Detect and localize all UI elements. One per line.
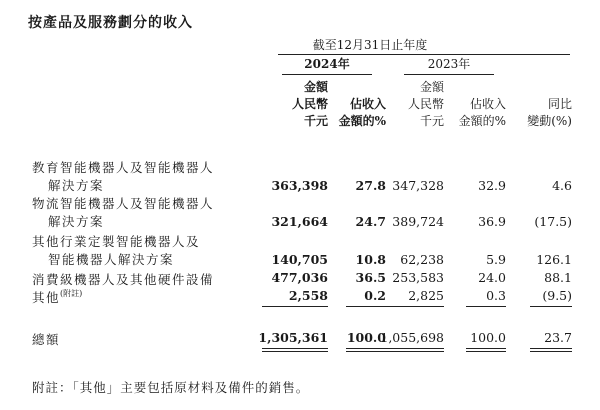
row-1-2024-pct: 27.8 xyxy=(355,178,386,193)
row-4-2023-pct: 24.0 xyxy=(478,270,506,285)
row-3-2023-amount: 62,238 xyxy=(400,252,444,267)
year-2024-underline xyxy=(282,74,372,75)
row-4-2023-amount: 253,583 xyxy=(392,270,444,285)
row-5-note: (附註) xyxy=(60,289,83,298)
total-2023-pct: 100.0 xyxy=(470,330,506,345)
period-underline xyxy=(278,54,570,55)
row-4-label: 消費級機器人及其他硬件設備 xyxy=(32,272,215,287)
row-4-2024-amount: 477,036 xyxy=(271,270,328,285)
year-2023-header: 2023年 xyxy=(427,57,471,71)
col-2024-amount-h3: 千元 xyxy=(303,114,328,128)
row-1-2023-pct: 32.9 xyxy=(478,178,506,193)
subtotal-rule-4 xyxy=(466,306,506,307)
row-2-2024-amount: 321,664 xyxy=(271,214,328,229)
row-5-yoy: (9.5) xyxy=(542,288,572,303)
row-2-2023-amount: 389,724 xyxy=(392,214,444,229)
total-rule-1a xyxy=(262,348,328,349)
row-5-label-text: 其他 xyxy=(32,290,61,305)
col-yoy-h1: 同比 xyxy=(547,97,572,111)
total-rule-2b xyxy=(346,351,386,352)
row-3-2024-pct: 10.8 xyxy=(355,252,386,267)
subtotal-rule-1 xyxy=(262,306,328,307)
col-2023-amount-h3: 千元 xyxy=(419,114,444,128)
col-2024-pct-h1: 佔收入 xyxy=(349,97,386,111)
col-2023-amount-h2: 人民幣 xyxy=(407,97,444,111)
row-2-2024-pct: 24.7 xyxy=(355,214,386,229)
row-5-2024-amount: 2,558 xyxy=(288,288,328,303)
year-2024-header: 2024年 xyxy=(304,57,350,71)
total-rule-4b xyxy=(466,351,506,352)
total-label: 總額 xyxy=(32,332,61,347)
total-yoy: 23.7 xyxy=(544,330,572,345)
col-2024-pct-h2: 金額的% xyxy=(338,114,386,128)
row-2-2023-pct: 36.9 xyxy=(478,214,506,229)
total-rule-3b xyxy=(384,351,444,352)
row-1-yoy: 4.6 xyxy=(552,178,572,193)
col-yoy-h2: 變動(%) xyxy=(527,114,572,128)
col-2023-pct-h1: 佔收入 xyxy=(469,97,506,111)
subtotal-rule-3 xyxy=(384,306,444,307)
row-3-2023-pct: 5.9 xyxy=(486,252,506,267)
row-3-2024-amount: 140,705 xyxy=(271,252,328,267)
row-5-label xyxy=(32,288,82,306)
row-4-2024-pct: 36.5 xyxy=(355,270,386,285)
total-2024-pct: 100.0 xyxy=(346,330,386,345)
total-rule-4a xyxy=(466,348,506,349)
row-1-label-line1: 教育智能機器人及智能機器人 xyxy=(32,160,215,175)
row-1-label-line2: 解決方案 xyxy=(48,178,105,193)
col-2024-amount-h2: 人民幣 xyxy=(291,97,328,111)
period-header: 截至12月31日止年度 xyxy=(312,38,428,52)
row-3-label-line1: 其他行業定製智能機器人及 xyxy=(32,234,201,249)
total-rule-3a xyxy=(384,348,444,349)
total-2023-amount: 1,055,698 xyxy=(380,330,444,345)
total-2024-amount: 1,305,361 xyxy=(258,330,328,345)
footnote: 附註：「其他」主要包括原材料及備件的銷售。 xyxy=(32,380,310,395)
col-2023-amount-h1: 金額 xyxy=(419,80,444,94)
row-1-2023-amount: 347,328 xyxy=(392,178,444,193)
section-title: 按產品及服務劃分的收入 xyxy=(28,15,193,31)
row-3-yoy: 126.1 xyxy=(536,252,572,267)
total-rule-1b xyxy=(262,351,328,352)
total-rule-5a xyxy=(530,348,572,349)
year-2023-underline xyxy=(404,74,494,75)
row-4-yoy: 88.1 xyxy=(544,270,572,285)
subtotal-rule-2 xyxy=(346,306,386,307)
row-5-2024-pct: 0.2 xyxy=(364,288,386,303)
row-2-label-line2: 解決方案 xyxy=(48,214,105,229)
col-2024-amount-h1: 金額 xyxy=(303,80,328,94)
row-3-label-line2: 智能機器人解決方案 xyxy=(48,252,175,267)
row-1-2024-amount: 363,398 xyxy=(271,178,328,193)
total-rule-5b xyxy=(530,351,572,352)
row-5-2023-amount: 2,825 xyxy=(408,288,444,303)
col-2023-pct-h2: 金額的% xyxy=(458,114,506,128)
total-rule-2a xyxy=(346,348,386,349)
row-5-2023-pct: 0.3 xyxy=(486,288,506,303)
row-2-yoy: (17.5) xyxy=(534,214,572,229)
row-2-label-line1: 物流智能機器人及智能機器人 xyxy=(32,196,215,211)
subtotal-rule-5 xyxy=(530,306,572,307)
